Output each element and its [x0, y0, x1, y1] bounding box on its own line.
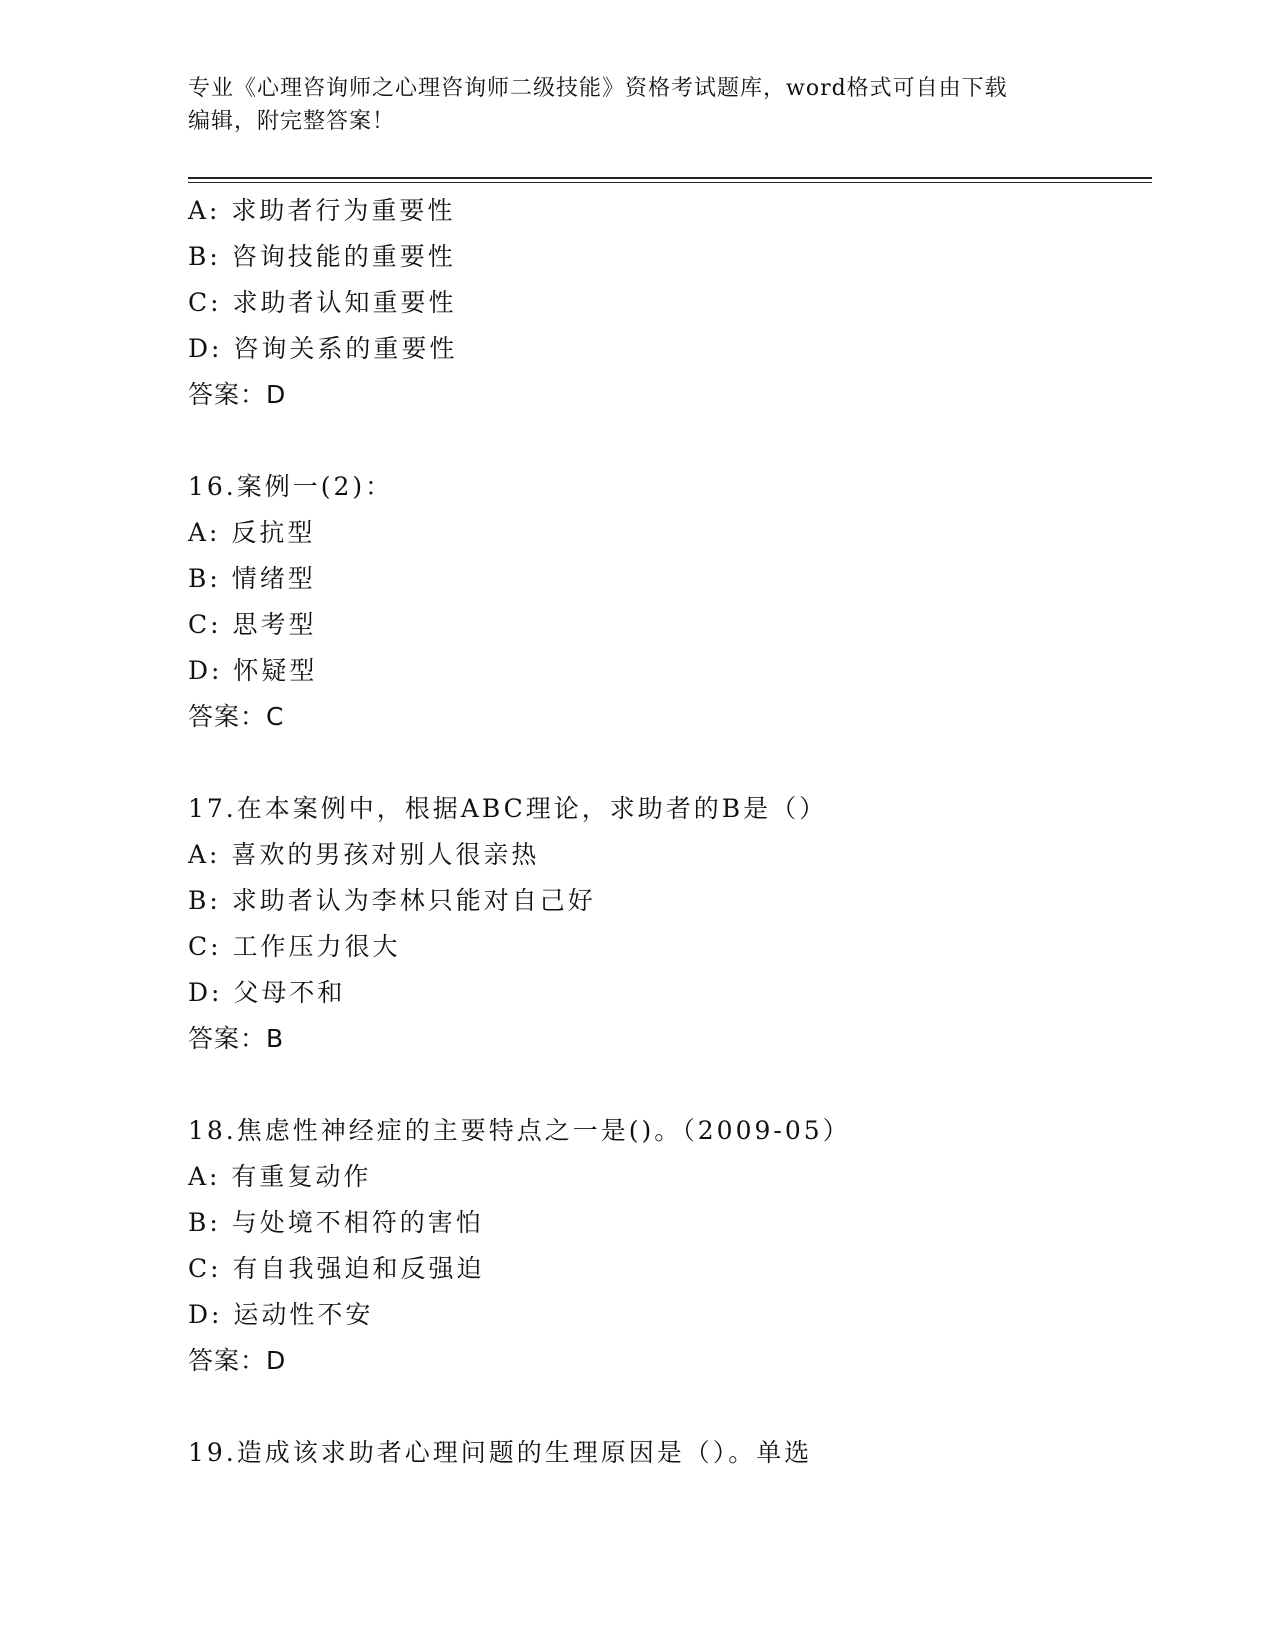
option-c: C: 有自我强迫和反强迫	[188, 1254, 485, 1283]
spacer	[188, 1062, 1152, 1108]
question-text: 18.焦虑性神经症的主要特点之一是()。（2009-05）	[188, 1116, 851, 1145]
question-text: 17.在本案例中，根据ABC理论，求助者的B是（）	[188, 794, 828, 823]
question-18	[188, 1108, 1152, 1384]
option-a: A: 求助者行为重要性	[188, 196, 456, 225]
option-b: B: 情绪型	[188, 564, 316, 593]
spacer	[188, 1384, 1152, 1430]
option-d: D: 怀疑型	[188, 656, 318, 685]
question-list	[188, 188, 1152, 1476]
spacer	[188, 740, 1152, 786]
option-c: C: 求助者认知重要性	[188, 288, 457, 317]
option-b: B: 与处境不相符的害怕	[188, 1208, 484, 1237]
header-rule-thick	[188, 177, 1152, 179]
option-d: D: 运动性不安	[188, 1300, 374, 1329]
spacer	[188, 418, 1152, 464]
answer: 答案：D	[188, 1346, 287, 1375]
question-text: 16.案例一(2)：	[188, 472, 394, 501]
option-d: D: 咨询关系的重要性	[188, 334, 458, 363]
header-line-2: 编辑，附完整答案！	[188, 109, 396, 134]
question-17	[188, 786, 1152, 1062]
answer: 答案：D	[188, 380, 287, 409]
question-19	[188, 1430, 1152, 1476]
option-c: C: 工作压力很大	[188, 932, 401, 961]
option-a: A: 喜欢的男孩对别人很亲热	[188, 840, 540, 869]
document-header	[188, 72, 1088, 138]
question-text: 19.造成该求助者心理问题的生理原因是（）。单选	[188, 1438, 813, 1467]
header-line-1: 专业《心理咨询师之心理咨询师二级技能》资格考试题库，word格式可自由下载	[188, 76, 1008, 101]
header-rule-thin	[188, 182, 1152, 183]
option-d: D: 父母不和	[188, 978, 346, 1007]
option-a: A: 反抗型	[188, 518, 316, 547]
question-16	[188, 464, 1152, 740]
answer: 答案：C	[188, 702, 285, 731]
option-c: C: 思考型	[188, 610, 317, 639]
option-b: B: 咨询技能的重要性	[188, 242, 456, 271]
question-15	[188, 188, 1152, 418]
option-b: B: 求助者认为李林只能对自己好	[188, 886, 596, 915]
option-a: A: 有重复动作	[188, 1162, 372, 1191]
answer: 答案：B	[188, 1024, 285, 1053]
